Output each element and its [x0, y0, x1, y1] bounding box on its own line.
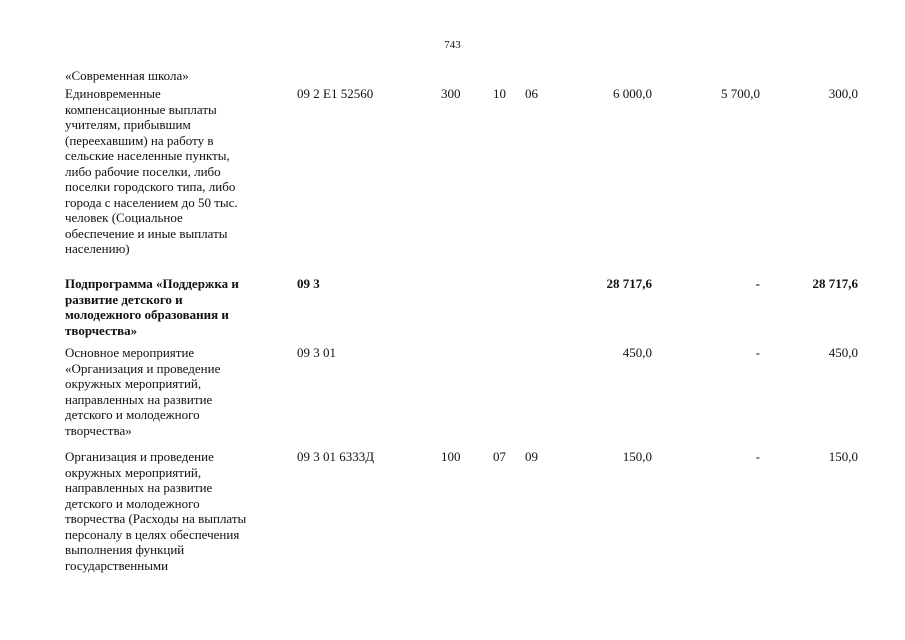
target-article-code: 09 3 [297, 276, 320, 291]
name-line: направленных на развитие [65, 480, 213, 495]
amount-second: - [755, 345, 760, 360]
row-name [65, 86, 285, 257]
amount-third: 450,0 [828, 345, 858, 360]
expense-type-code: 300 [441, 86, 461, 101]
amount-total: 450,0 [622, 345, 652, 360]
amount-second: - [755, 276, 760, 291]
name-line: развитие детского и [65, 291, 183, 307]
name-line: молодежного образования и [65, 307, 229, 322]
subsection-code: 09 [525, 449, 538, 464]
name-line: обеспечение и иные выплаты [65, 225, 228, 241]
name-line: Единовременные [65, 86, 161, 101]
amount-third: 150,0 [828, 449, 858, 464]
name-line: либо рабочие поселки, либо [65, 163, 221, 179]
target-article-code: 09 2 Е1 52560 [297, 86, 374, 101]
row-name [65, 449, 285, 573]
name-line: Подпрограмма «Поддержка и [65, 276, 239, 291]
name-line: «Современная школа» [65, 68, 189, 83]
name-line: Основное мероприятие [65, 345, 195, 360]
name-line: государственными [65, 557, 169, 573]
amount-second: - [755, 449, 760, 464]
name-line: поселки городского типа, либо [65, 179, 236, 194]
name-line: детского и молодежного [65, 407, 200, 422]
name-line: (переехавшим) на работу в [65, 132, 214, 148]
name-line: персоналу в целях обеспечения [65, 526, 240, 542]
amount-total: 6 000,0 [613, 86, 652, 101]
name-line: направленных на развитие [65, 391, 213, 407]
row-name [65, 68, 285, 84]
page-number: 743 [444, 39, 461, 51]
name-line: сельские населенные пункты, [65, 148, 230, 163]
name-line: творчества (Расходы на выплаты [65, 511, 247, 526]
amount-total: 150,0 [622, 449, 652, 464]
name-line: «Организация и проведение [65, 360, 221, 376]
name-line: компенсационные выплаты [65, 101, 217, 117]
name-line: детского и молодежного [65, 495, 200, 511]
expense-type-code: 100 [441, 449, 461, 464]
section-code: 07 [493, 449, 506, 464]
amount-total: 28 717,6 [606, 276, 652, 291]
name-line: города с населением до 50 тыс. [65, 194, 238, 210]
row-name [65, 345, 285, 438]
name-line: выполнения функций [65, 542, 185, 557]
name-line: творчества» [65, 322, 138, 338]
amount-third: 300,0 [828, 86, 858, 101]
name-line: окружных мероприятий, [65, 464, 202, 480]
row-name [65, 276, 285, 338]
amount-second: 5 700,0 [721, 86, 760, 101]
name-line: Организация и проведение [65, 449, 214, 464]
target-article-code: 09 3 01 [297, 345, 336, 360]
section-code: 10 [493, 86, 506, 101]
subsection-code: 06 [525, 86, 538, 101]
target-article-code: 09 3 01 6333Д [297, 449, 375, 464]
name-line: творчества» [65, 422, 132, 438]
name-line: населению) [65, 241, 130, 256]
name-line: учителям, прибывшим [65, 117, 191, 132]
amount-third: 28 717,6 [812, 276, 858, 291]
name-line: окружных мероприятий, [65, 376, 202, 391]
name-line: человек (Социальное [65, 210, 183, 225]
